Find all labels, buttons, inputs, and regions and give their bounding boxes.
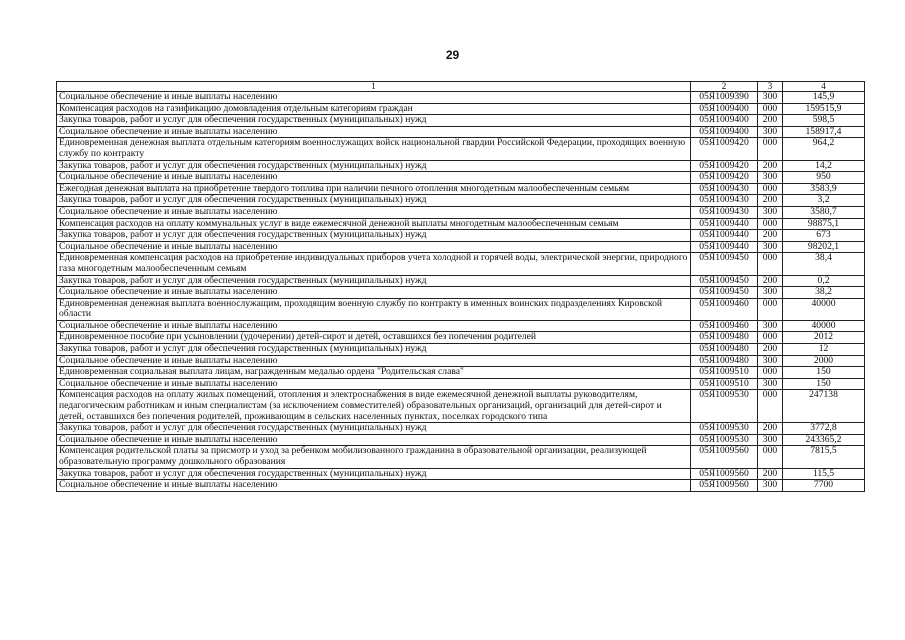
table-row: [57, 92, 865, 104]
table-row: [57, 241, 865, 253]
row-code: 05Я1009430: [691, 195, 758, 207]
row-code: 05Я1009440: [691, 218, 758, 230]
row-code: 05Я1009480: [691, 344, 758, 356]
row-code: 05Я1009400: [691, 103, 758, 115]
table-row: [57, 378, 865, 390]
row-name: Социальное обеспечение и иные выплаты населению: [57, 241, 691, 253]
row-name: Единовременная денежная выплата отдельным категориям военнослужащих войск национальной гвардии Российской Федерации, проходящих военную службу по контракту: [57, 138, 691, 160]
column-header: 1: [57, 82, 691, 92]
row-sum: 3772,8: [783, 423, 865, 435]
table-row: [57, 172, 865, 184]
table-row: [57, 275, 865, 287]
row-expense-type: 200: [758, 195, 783, 207]
row-code: 05Я1009510: [691, 378, 758, 390]
row-expense-type: 300: [758, 241, 783, 253]
row-name: Компенсация расходов на оплату жилых помещений, отопления и электроснабжения в виде ежемесячной денежной выплаты руководителям, педагогическим работникам и иным специалистам (за исключением совместителей) образовательных организаций, организаций для детей-сирот и детей, оставшихся без попечения родителей, проживающим в сельских населенных пунктах, поселках городского типа: [57, 390, 691, 423]
row-code: 05Я1009480: [691, 355, 758, 367]
page-number: 29: [445, 48, 460, 62]
row-name: Закупка товаров, работ и услуг для обеспечения государственных (муниципальных) нужд: [57, 160, 691, 172]
row-name: Социальное обеспечение и иные выплаты населению: [57, 172, 691, 184]
table-row: [57, 287, 865, 299]
table-body: [57, 82, 865, 492]
row-expense-type: 200: [758, 160, 783, 172]
row-expense-type: 200: [758, 115, 783, 127]
table-row: [57, 468, 865, 480]
row-expense-type: 200: [758, 468, 783, 480]
row-expense-type: 000: [758, 298, 783, 320]
row-code: 05Я1009450: [691, 287, 758, 299]
row-expense-type: 200: [758, 423, 783, 435]
row-code: 05Я1009530: [691, 423, 758, 435]
table-row: [57, 390, 865, 423]
row-name: Компенсация родительской платы за присмотр и уход за ребенком мобилизованного гражданина в образовательной организации, реализующей образовательную программу дошкольного образования: [57, 446, 691, 468]
row-code: 05Я1009420: [691, 160, 758, 172]
row-sum: 38,4: [783, 253, 865, 275]
table-row: [57, 298, 865, 320]
row-name: Компенсация расходов на газификацию домовладения отдельным категориям граждан: [57, 103, 691, 115]
row-sum: 98202,1: [783, 241, 865, 253]
row-expense-type: 200: [758, 230, 783, 242]
row-sum: 40000: [783, 320, 865, 332]
row-code: 05Я1009430: [691, 183, 758, 195]
row-sum: 7700: [783, 480, 865, 492]
row-sum: 40000: [783, 298, 865, 320]
column-header: 4: [783, 82, 865, 92]
row-name: Единовременная социальная выплата лицам, награжденным медалью ордена "Родительская слава": [57, 367, 691, 379]
row-sum: 964,2: [783, 138, 865, 160]
table-row: [57, 206, 865, 218]
table-row: [57, 103, 865, 115]
row-code: 05Я1009560: [691, 446, 758, 468]
row-code: 05Я1009440: [691, 230, 758, 242]
row-code: 05Я1009430: [691, 206, 758, 218]
table-row: [57, 423, 865, 435]
table-row: [57, 480, 865, 492]
row-sum: 12: [783, 344, 865, 356]
row-code: 05Я1009420: [691, 138, 758, 160]
table-row: [57, 138, 865, 160]
row-expense-type: 000: [758, 332, 783, 344]
row-sum: 598,5: [783, 115, 865, 127]
row-sum: 673: [783, 230, 865, 242]
row-sum: 0,2: [783, 275, 865, 287]
row-expense-type: 300: [758, 206, 783, 218]
row-expense-type: 300: [758, 320, 783, 332]
row-expense-type: 200: [758, 344, 783, 356]
row-name: Социальное обеспечение и иные выплаты населению: [57, 126, 691, 138]
row-name: Закупка товаров, работ и услуг для обеспечения государственных (муниципальных) нужд: [57, 195, 691, 207]
row-code: 05Я1009510: [691, 367, 758, 379]
row-name: Единовременное пособие при усыновлении (удочерении) детей-сирот и детей, оставшихся без попечения родителей: [57, 332, 691, 344]
row-code: 05Я1009480: [691, 332, 758, 344]
column-header: 2: [691, 82, 758, 92]
table-row: [57, 126, 865, 138]
table-row: [57, 230, 865, 242]
budget-table: [56, 81, 865, 492]
table-row: [57, 355, 865, 367]
row-sum: 115,5: [783, 468, 865, 480]
column-header: 3: [758, 82, 783, 92]
row-name: Компенсация расходов на оплату коммунальных услуг в виде ежемесячной денежной выплаты многодетным малообеспеченным семьям: [57, 218, 691, 230]
row-sum: 158917,4: [783, 126, 865, 138]
row-sum: 38,2: [783, 287, 865, 299]
row-expense-type: 200: [758, 275, 783, 287]
row-name: Ежегодная денежная выплата на приобретение твердого топлива при наличии печного отопления многодетным малообеспеченным семьям: [57, 183, 691, 195]
row-expense-type: 000: [758, 367, 783, 379]
row-name: Социальное обеспечение и иные выплаты населению: [57, 480, 691, 492]
row-sum: 159515,9: [783, 103, 865, 115]
row-name: Закупка товаров, работ и услуг для обеспечения государственных (муниципальных) нужд: [57, 230, 691, 242]
row-name: Социальное обеспечение и иные выплаты населению: [57, 355, 691, 367]
table-row: [57, 434, 865, 446]
row-sum: 3580,7: [783, 206, 865, 218]
row-sum: 2000: [783, 355, 865, 367]
row-name: Единовременная денежная выплата военнослужащим, проходящим военную службу по контракту в именных воинских подразделениях Кировской области: [57, 298, 691, 320]
row-code: 05Я1009460: [691, 298, 758, 320]
row-sum: 98875,1: [783, 218, 865, 230]
row-sum: 150: [783, 367, 865, 379]
row-code: 05Я1009400: [691, 115, 758, 127]
row-code: 05Я1009400: [691, 126, 758, 138]
table-row: [57, 195, 865, 207]
row-sum: 150: [783, 378, 865, 390]
table-row: [57, 183, 865, 195]
row-expense-type: 000: [758, 103, 783, 115]
row-expense-type: 300: [758, 378, 783, 390]
row-sum: 243365,2: [783, 434, 865, 446]
row-code: 05Я1009560: [691, 468, 758, 480]
row-expense-type: 300: [758, 172, 783, 184]
table-row: [57, 218, 865, 230]
row-code: 05Я1009390: [691, 92, 758, 104]
row-sum: 7815,5: [783, 446, 865, 468]
row-sum: 247138: [783, 390, 865, 423]
row-expense-type: 000: [758, 446, 783, 468]
row-name: Социальное обеспечение и иные выплаты населению: [57, 378, 691, 390]
row-name: Социальное обеспечение и иные выплаты населению: [57, 320, 691, 332]
row-code: 05Я1009420: [691, 172, 758, 184]
row-sum: 3,2: [783, 195, 865, 207]
row-expense-type: 000: [758, 218, 783, 230]
table-row: [57, 320, 865, 332]
row-code: 05Я1009450: [691, 275, 758, 287]
row-code: 05Я1009530: [691, 390, 758, 423]
row-expense-type: 000: [758, 183, 783, 195]
row-expense-type: 000: [758, 253, 783, 275]
row-code: 05Я1009560: [691, 480, 758, 492]
row-expense-type: 300: [758, 355, 783, 367]
row-name: Социальное обеспечение и иные выплаты населению: [57, 206, 691, 218]
row-name: Закупка товаров, работ и услуг для обеспечения государственных (муниципальных) нужд: [57, 115, 691, 127]
row-name: Закупка товаров, работ и услуг для обеспечения государственных (муниципальных) нужд: [57, 344, 691, 356]
row-code: 05Я1009460: [691, 320, 758, 332]
row-expense-type: 000: [758, 138, 783, 160]
row-name: Закупка товаров, работ и услуг для обеспечения государственных (муниципальных) нужд: [57, 423, 691, 435]
row-sum: 950: [783, 172, 865, 184]
row-expense-type: 300: [758, 92, 783, 104]
table-row: [57, 367, 865, 379]
table-row: [57, 115, 865, 127]
table-header-row: [57, 82, 865, 92]
table-row: [57, 253, 865, 275]
row-expense-type: 300: [758, 480, 783, 492]
row-code: 05Я1009440: [691, 241, 758, 253]
table-row: [57, 160, 865, 172]
row-name: Социальное обеспечение и иные выплаты населению: [57, 92, 691, 104]
row-name: Единовременная компенсация расходов на приобретение индивидуальных приборов учета холодной и горячей воды, электрической энергии, природного газа многодетным малообеспеченным семьям: [57, 253, 691, 275]
row-code: 05Я1009450: [691, 253, 758, 275]
table-row: [57, 344, 865, 356]
row-name: Социальное обеспечение и иные выплаты населению: [57, 287, 691, 299]
row-sum: 145,9: [783, 92, 865, 104]
row-name: Социальное обеспечение и иные выплаты населению: [57, 434, 691, 446]
row-sum: 2012: [783, 332, 865, 344]
row-expense-type: 300: [758, 126, 783, 138]
row-sum: 14,2: [783, 160, 865, 172]
row-code: 05Я1009530: [691, 434, 758, 446]
table-row: [57, 332, 865, 344]
row-expense-type: 000: [758, 390, 783, 423]
row-expense-type: 300: [758, 434, 783, 446]
row-name: Закупка товаров, работ и услуг для обеспечения государственных (муниципальных) нужд: [57, 468, 691, 480]
table-row: [57, 446, 865, 468]
row-name: Закупка товаров, работ и услуг для обеспечения государственных (муниципальных) нужд: [57, 275, 691, 287]
row-expense-type: 300: [758, 287, 783, 299]
row-sum: 3583,9: [783, 183, 865, 195]
